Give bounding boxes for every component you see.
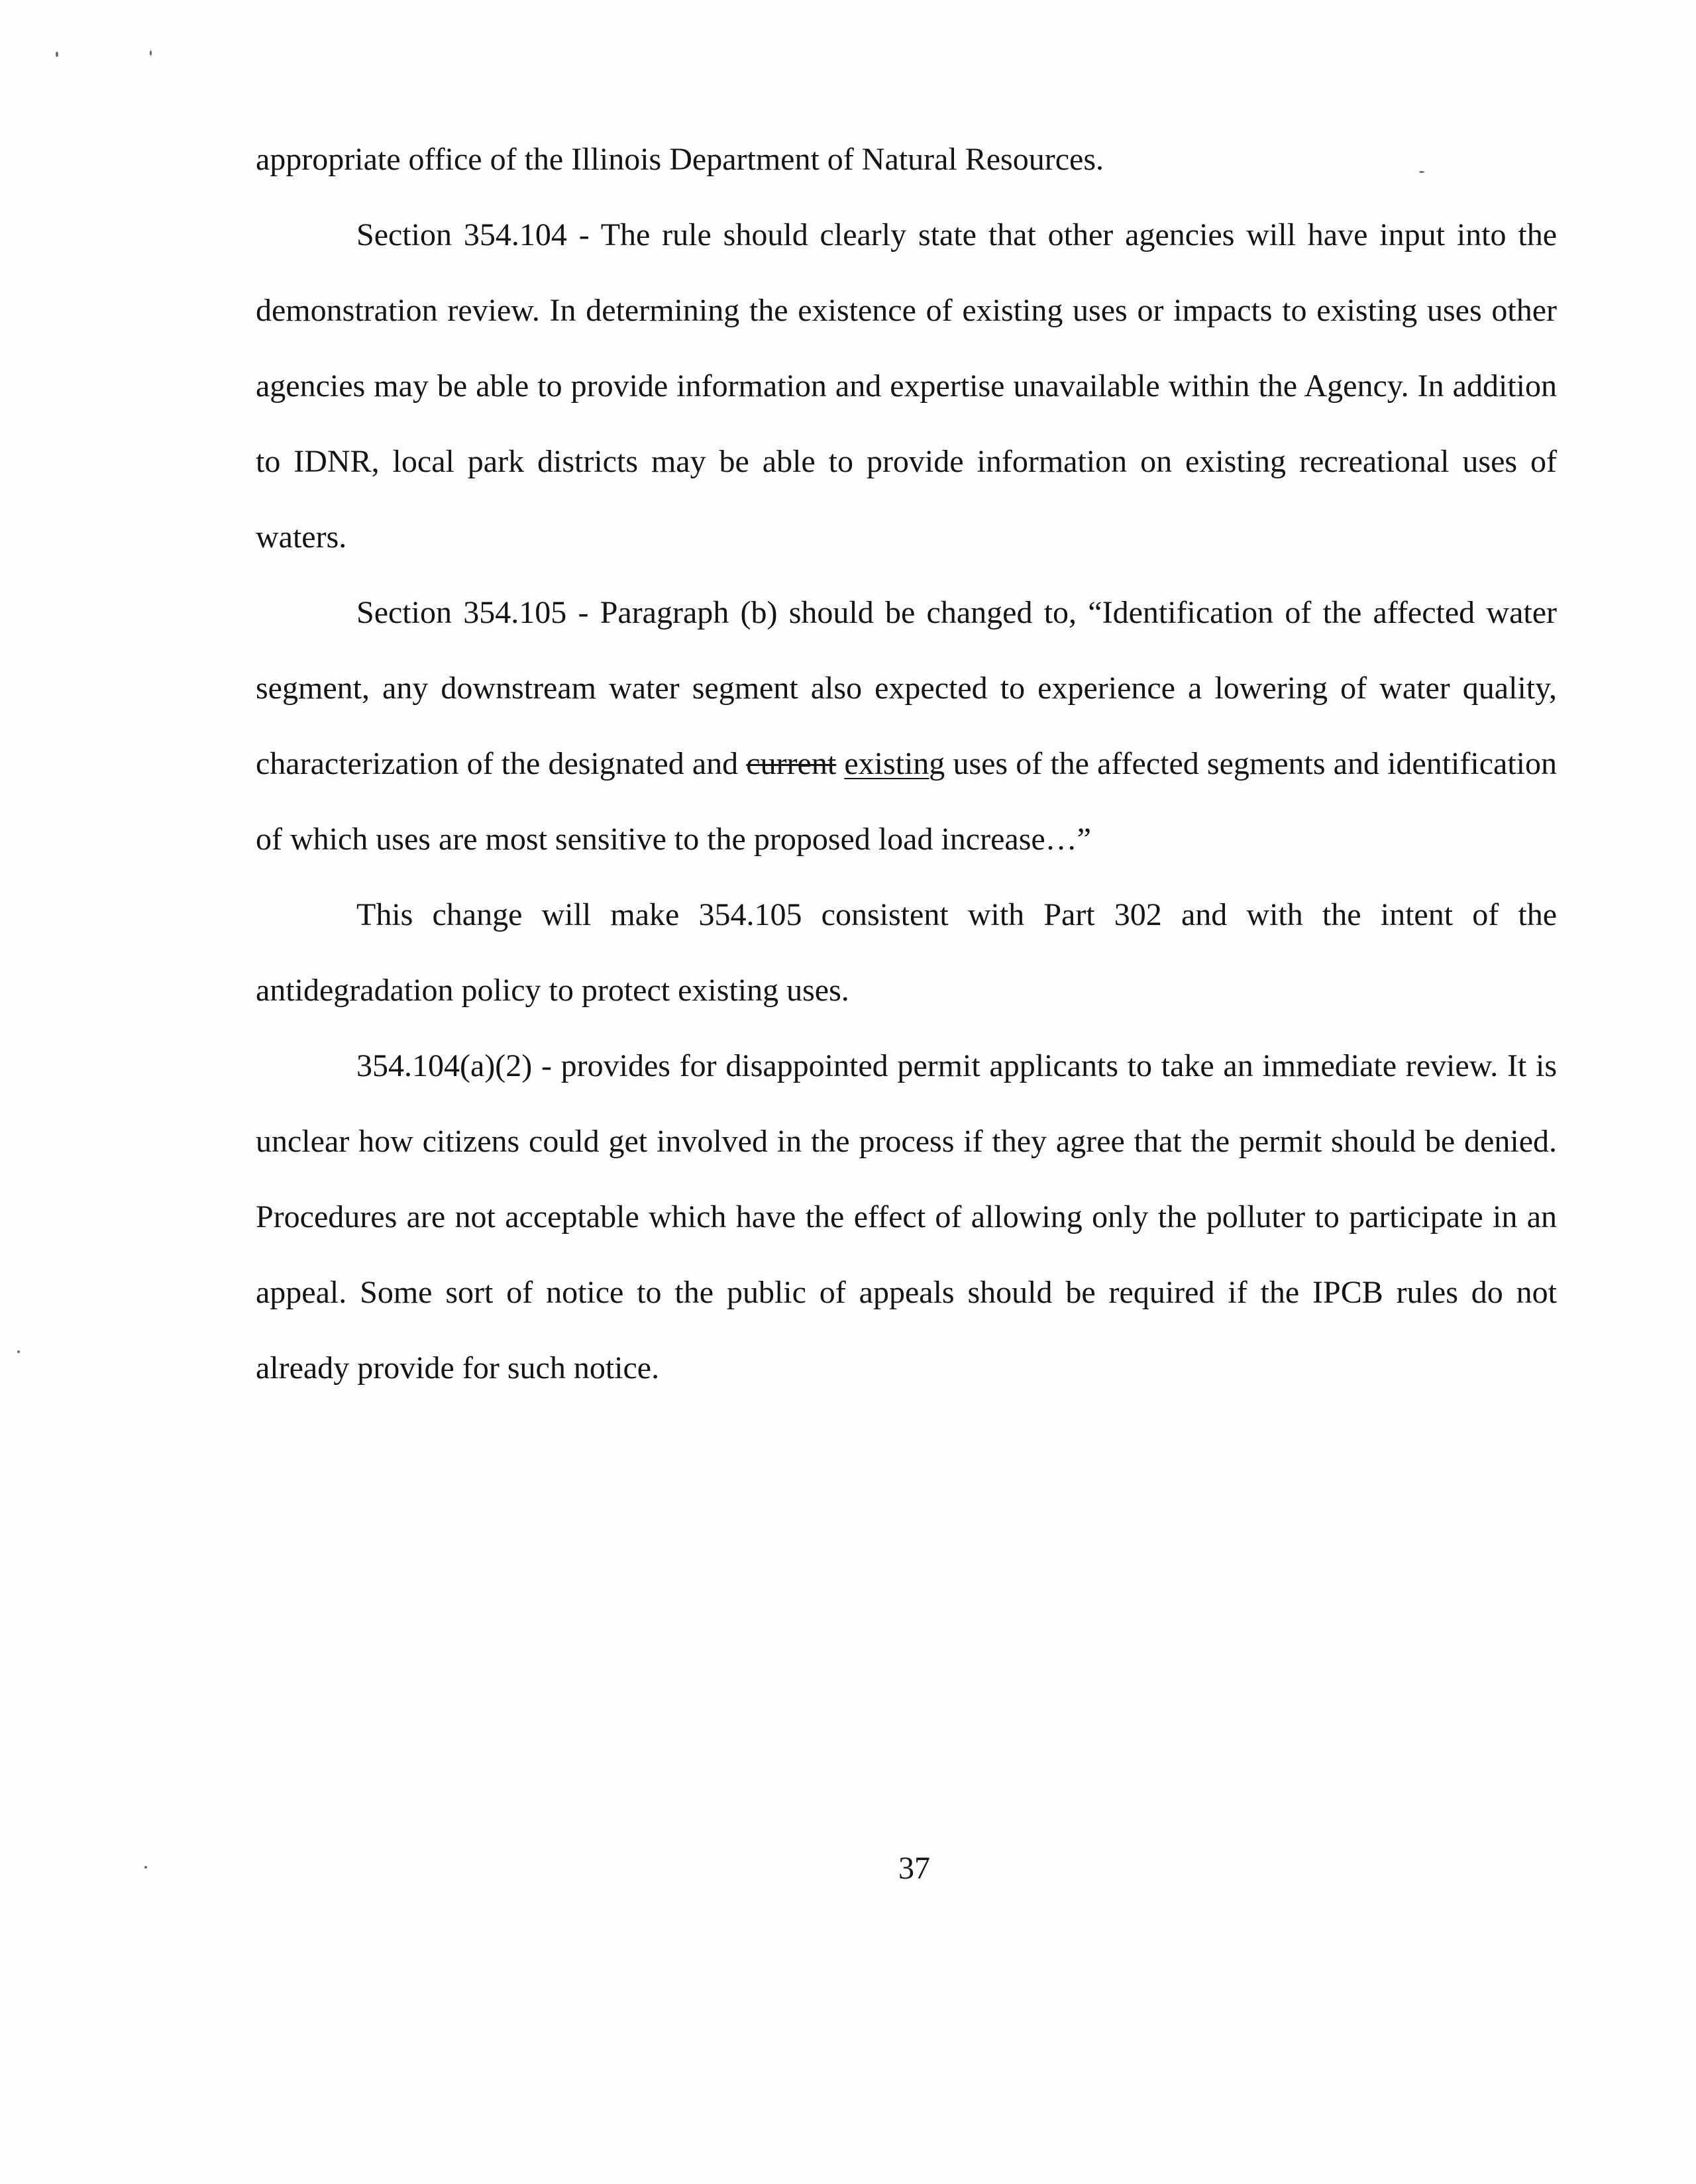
scan-speck xyxy=(150,50,152,56)
inserted-word: existing xyxy=(844,746,945,781)
paragraph-consistency-note: This change will make 354.105 consistent with Part 302 and with the intent of the antidegradation policy to protect existing uses. xyxy=(256,897,1557,1008)
paragraph-section-354-104: Section 354.104 - The rule should clearly state that other agencies will have input into the demonstration review. In determining the existence of existing uses or impacts to existing uses other agencies may be able to provide information and expertise unavailable within the Agency. In addition to IDNR, local park districts may be able to provide information on existing recreational uses of waters. xyxy=(256,217,1557,555)
paragraph-text-before-edit: Section 354.105 - Paragraph (b) should be changed to, “Identification of the affected water segment, any downstream water segment also expected to experience a lowering of water quality, characterization of the designated and xyxy=(256,595,1557,781)
page-number: 37 xyxy=(898,1851,930,1886)
paragraph-continuation: appropriate office of the Illinois Department of Natural Resources. xyxy=(256,142,1104,177)
paragraph-text-after-edit: uses of the affected segments and identification of which uses are most sensitive to the proposed load increase…” xyxy=(256,746,1557,857)
scan-speck xyxy=(17,1350,20,1353)
scan-speck xyxy=(144,1866,147,1869)
paragraph-section-354-104-a-2: 354.104(a)(2) - provides for disappointed permit applicants to take an immediate review. It is unclear how citizens could get involved in the process if they agree that the permit should be denied. Procedures are not acceptable which have the effect of allowing only the polluter to participate in an appeal. Some sort of notice to the public of appeals should be required if the IPCB rules do not already provide for such notice. xyxy=(256,1048,1557,1386)
struck-word: current xyxy=(746,746,837,781)
paragraph-section-354-105 xyxy=(256,575,1557,877)
document-body xyxy=(256,122,1557,1406)
scan-speck xyxy=(56,52,58,57)
